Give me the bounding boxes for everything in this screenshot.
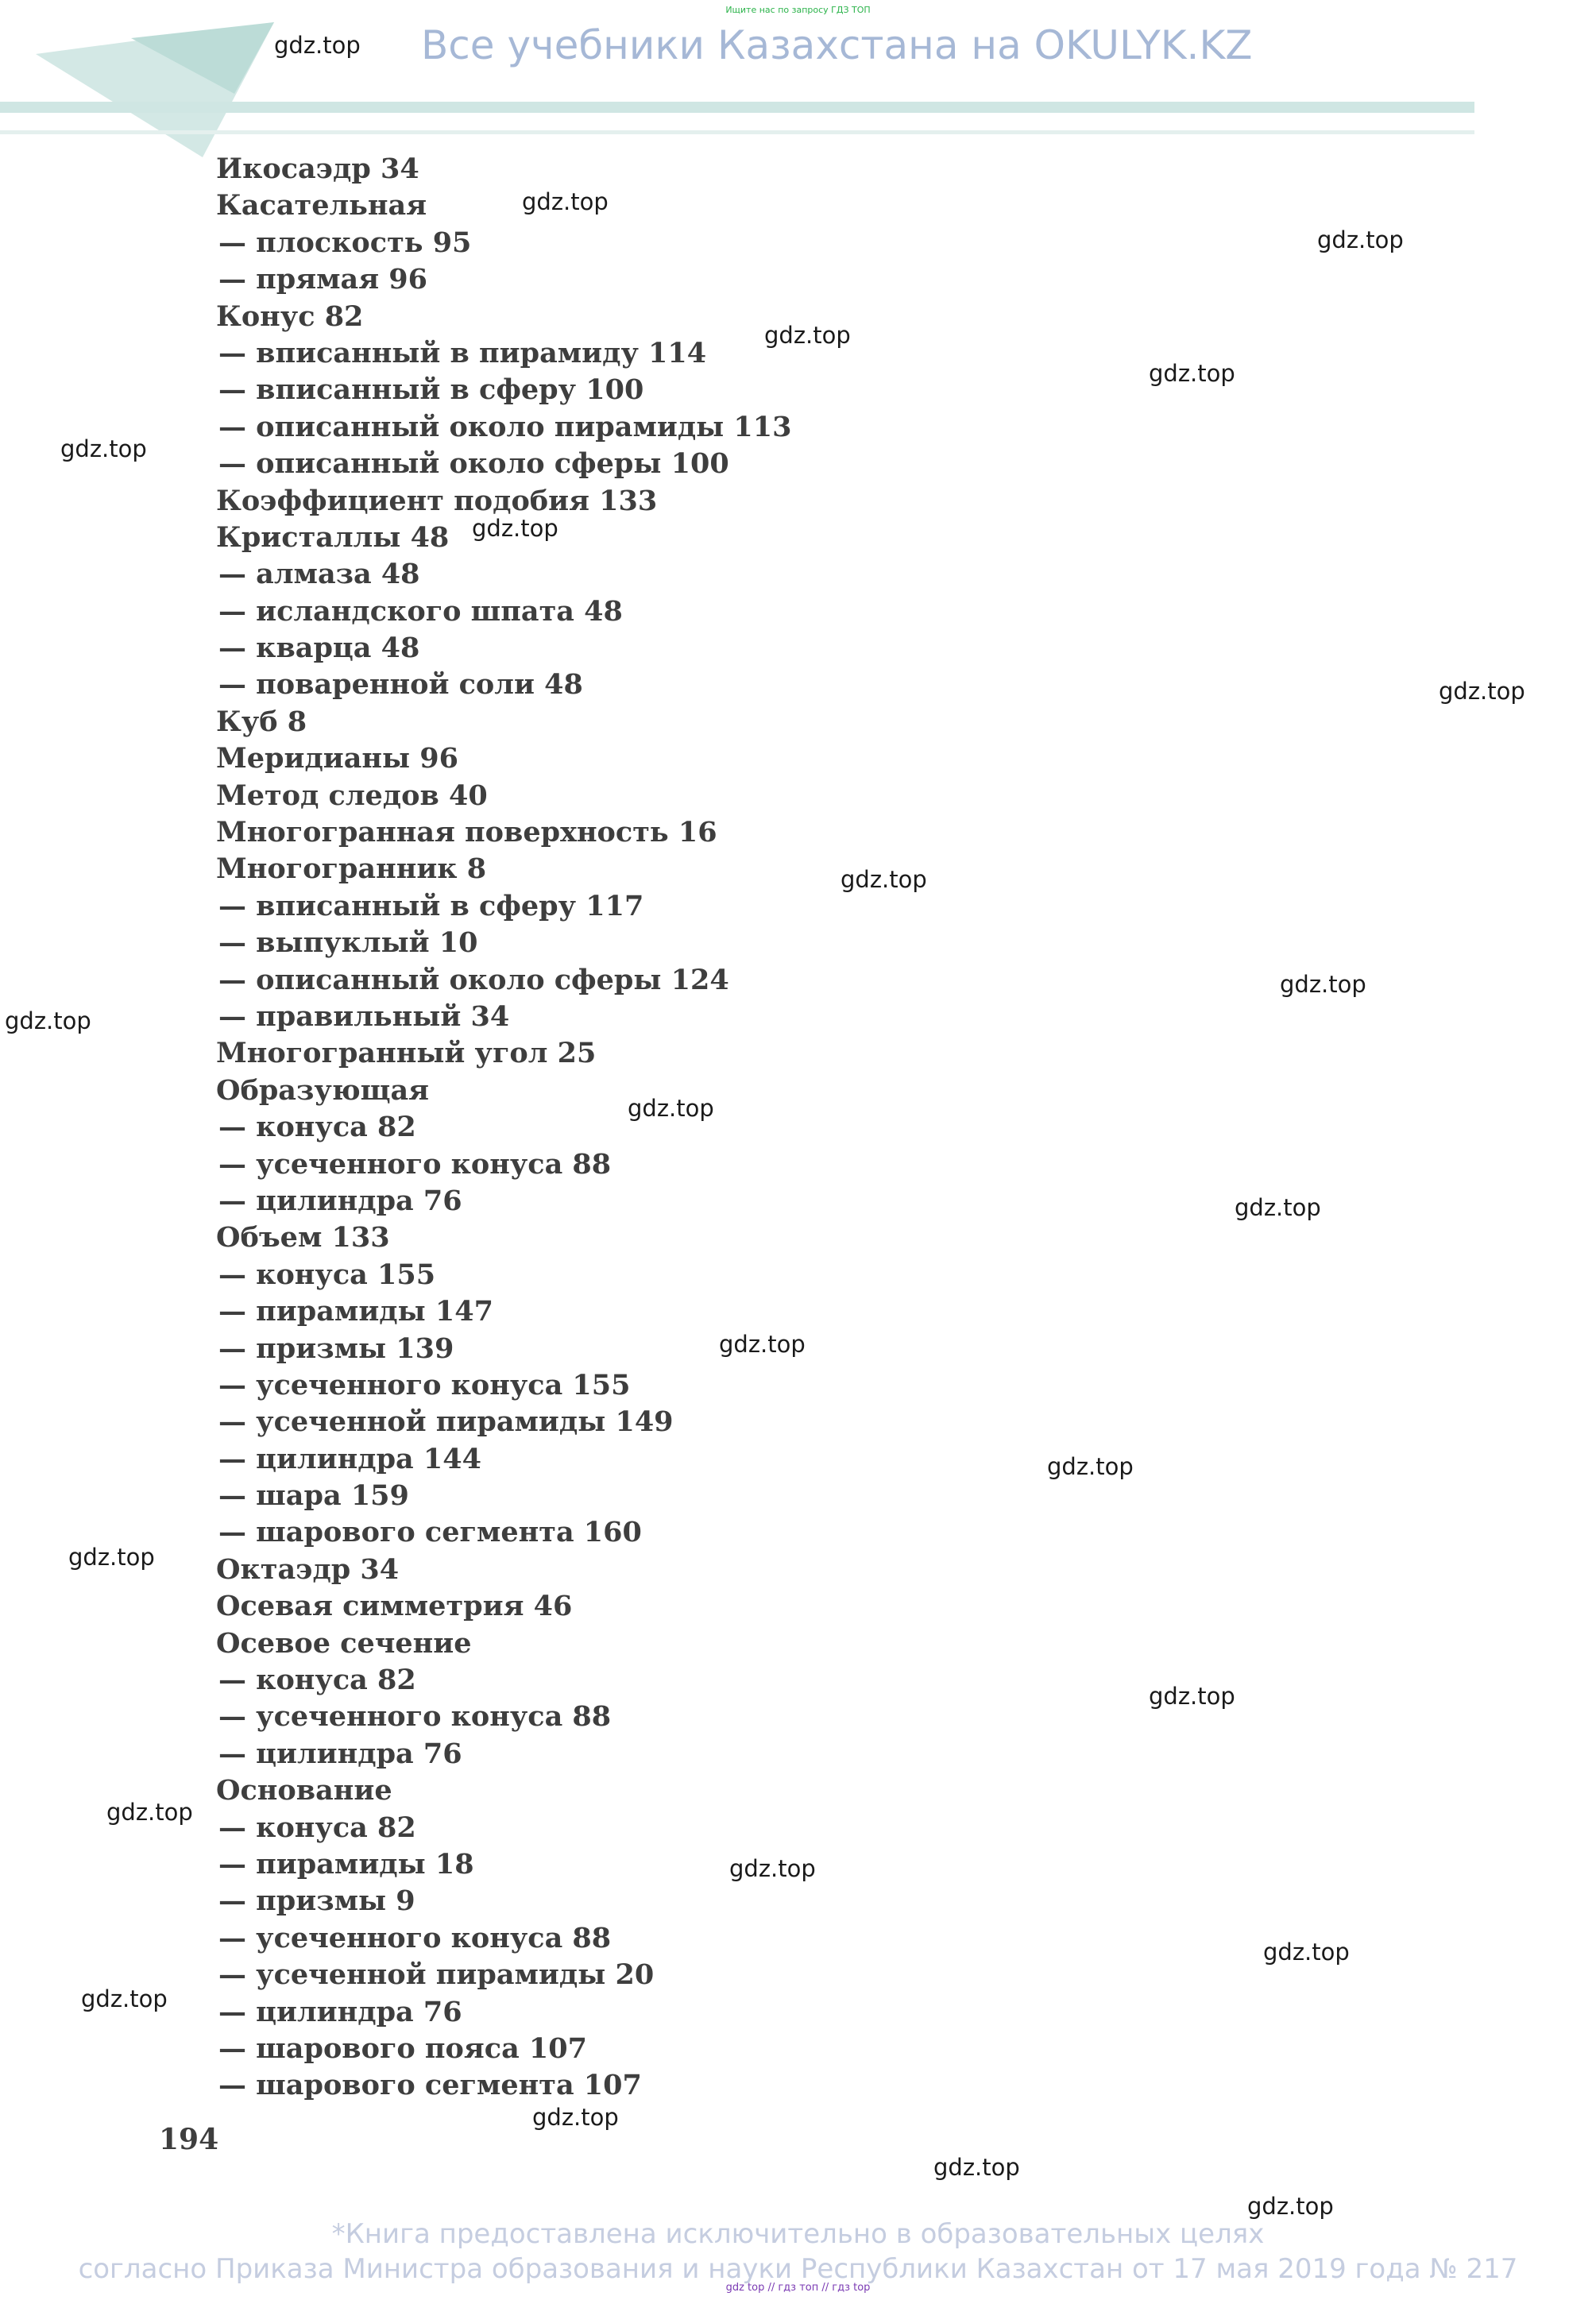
index-subentry: — плоскость 95 xyxy=(218,226,472,259)
index-subentry: — усеченной пирамиды 149 xyxy=(218,1405,674,1439)
index-subentry: — цилиндра 76 xyxy=(218,1737,462,1770)
watermark-text: gdz.top xyxy=(1439,678,1525,705)
index-entry: Икосаэдр 34 xyxy=(216,153,419,185)
index-entry: Осевая симметрия 46 xyxy=(216,1590,573,1623)
watermark-text: gdz.top xyxy=(1317,226,1404,253)
watermark-text: gdz.top xyxy=(764,322,851,349)
index-subentry: — исландского шпата 48 xyxy=(218,594,623,628)
index-subentry: — цилиндра 76 xyxy=(218,1995,462,2028)
index-subentry: — поваренной соли 48 xyxy=(218,668,583,702)
index-subentry: — шарового пояса 107 xyxy=(218,2031,587,2065)
footer-disclaimer-line2: согласно Приказа Министра образования и науки Республики Казахстан от 17 мая 2019 года № 217 xyxy=(78,2253,1518,2285)
watermark-text: gdz.top xyxy=(1235,1194,1321,1221)
index-entry: Конус 82 xyxy=(216,300,364,333)
watermark-text: gdz.top xyxy=(1149,1683,1235,1710)
index-subentry: — усеченного конуса 155 xyxy=(218,1368,631,1401)
watermark-text: gdz.top xyxy=(472,515,558,542)
index-subentry: — пирамиды 18 xyxy=(218,1847,474,1881)
watermark-text: gdz.top xyxy=(68,1544,155,1571)
index-subentry: — конуса 82 xyxy=(218,1811,416,1844)
watermark-text: gdz.top xyxy=(1263,1939,1350,1966)
index-subentry: — конуса 82 xyxy=(218,1664,416,1697)
index-subentry: — вписанный в сферу 117 xyxy=(218,889,644,922)
index-entry: Кристаллы 48 xyxy=(216,520,450,554)
index-subentry: — конуса 82 xyxy=(218,1111,416,1144)
watermark-text: gdz.top xyxy=(532,2104,619,2131)
index-entry: Многогранная поверхность 16 xyxy=(216,816,717,849)
watermark-text: gdz.top xyxy=(60,435,147,462)
watermark-text: gdz.top xyxy=(933,2154,1020,2181)
index-subentry: — пирамиды 147 xyxy=(218,1295,493,1328)
index-subentry: — призмы 139 xyxy=(218,1332,454,1365)
footer-disclaimer-line1: *Книга предоставлена исключительно в образовательных целях xyxy=(331,2218,1265,2250)
watermark-text: gdz.top xyxy=(628,1095,714,1122)
watermark-text: gdz.top xyxy=(1047,1453,1134,1480)
index-subentry: — усеченной пирамиды 20 xyxy=(218,1958,655,1992)
index-subentry: — описанный около пирамиды 113 xyxy=(218,410,792,443)
watermark-text: gdz.top xyxy=(274,32,361,59)
index-subentry: — усеченного конуса 88 xyxy=(218,1147,612,1181)
index-subentry: — вписанный в сферу 100 xyxy=(218,373,644,407)
index-subentry: — призмы 9 xyxy=(218,1885,415,1918)
index-subentry: — выпуклый 10 xyxy=(218,926,478,960)
index-subentry: — шарового сегмента 160 xyxy=(218,1516,642,1549)
index-entry: Куб 8 xyxy=(216,705,307,738)
index-entry: Объем 133 xyxy=(216,1221,390,1254)
header-divider xyxy=(0,102,1474,113)
watermark-text: gdz.top xyxy=(1247,2193,1334,2220)
index-subentry: — усеченного конуса 88 xyxy=(218,1700,612,1734)
watermark-text: gdz.top xyxy=(729,1855,816,1882)
index-subentry: — конуса 155 xyxy=(218,1258,436,1291)
index-entry: Касательная xyxy=(216,189,427,222)
index-entry: Меридианы 96 xyxy=(216,742,459,775)
header-divider-thin xyxy=(0,130,1474,134)
index-subentry: — прямая 96 xyxy=(218,263,427,296)
index-entry: Многогранный угол 25 xyxy=(216,1037,597,1070)
watermark-text: gdz.top xyxy=(841,866,927,893)
subject-index xyxy=(216,151,791,2105)
top-search-note: Ищите нас по запросу ГДЗ ТОП xyxy=(725,5,871,15)
index-entry: Образующая xyxy=(216,1073,430,1107)
footer-bottom-note: gdz top // гдз топ // гдз top xyxy=(725,2282,871,2294)
index-subentry: — вписанный в пирамиду 114 xyxy=(218,336,707,369)
watermark-text: gdz.top xyxy=(106,1799,193,1826)
page-number: 194 xyxy=(159,2123,219,2156)
watermark-text: gdz.top xyxy=(522,188,609,215)
index-entry: Многогранник 8 xyxy=(216,852,487,886)
index-subentry: — алмаза 48 xyxy=(218,558,420,591)
index-entry: Метод следов 40 xyxy=(216,779,488,812)
site-title[interactable]: Все учебники Казахстана на OKULYK.KZ xyxy=(421,22,1253,68)
index-subentry: — цилиндра 76 xyxy=(218,1184,462,1217)
index-subentry: — шара 159 xyxy=(218,1479,409,1513)
index-entry: Коэффициент подобия 133 xyxy=(216,484,658,517)
index-entry: Осевое сечение xyxy=(216,1626,472,1660)
index-subentry: — усеченного конуса 88 xyxy=(218,1921,612,1954)
watermark-text: gdz.top xyxy=(1149,360,1235,387)
watermark-text: gdz.top xyxy=(1280,971,1366,998)
watermark-text: gdz.top xyxy=(719,1331,806,1358)
index-subentry: — правильный 34 xyxy=(218,999,510,1033)
watermark-text: gdz.top xyxy=(81,1985,168,2012)
watermark-text: gdz.top xyxy=(5,1007,91,1034)
index-entry: Октаэдр 34 xyxy=(216,1552,400,1586)
index-subentry: — цилиндра 144 xyxy=(218,1442,481,1475)
index-subentry: — описанный около сферы 124 xyxy=(218,963,729,996)
index-subentry: — шарового сегмента 107 xyxy=(218,2069,642,2102)
index-subentry: — кварца 48 xyxy=(218,632,420,665)
index-entry: Основание xyxy=(216,1774,392,1807)
index-subentry: — описанный около сферы 100 xyxy=(218,447,729,481)
